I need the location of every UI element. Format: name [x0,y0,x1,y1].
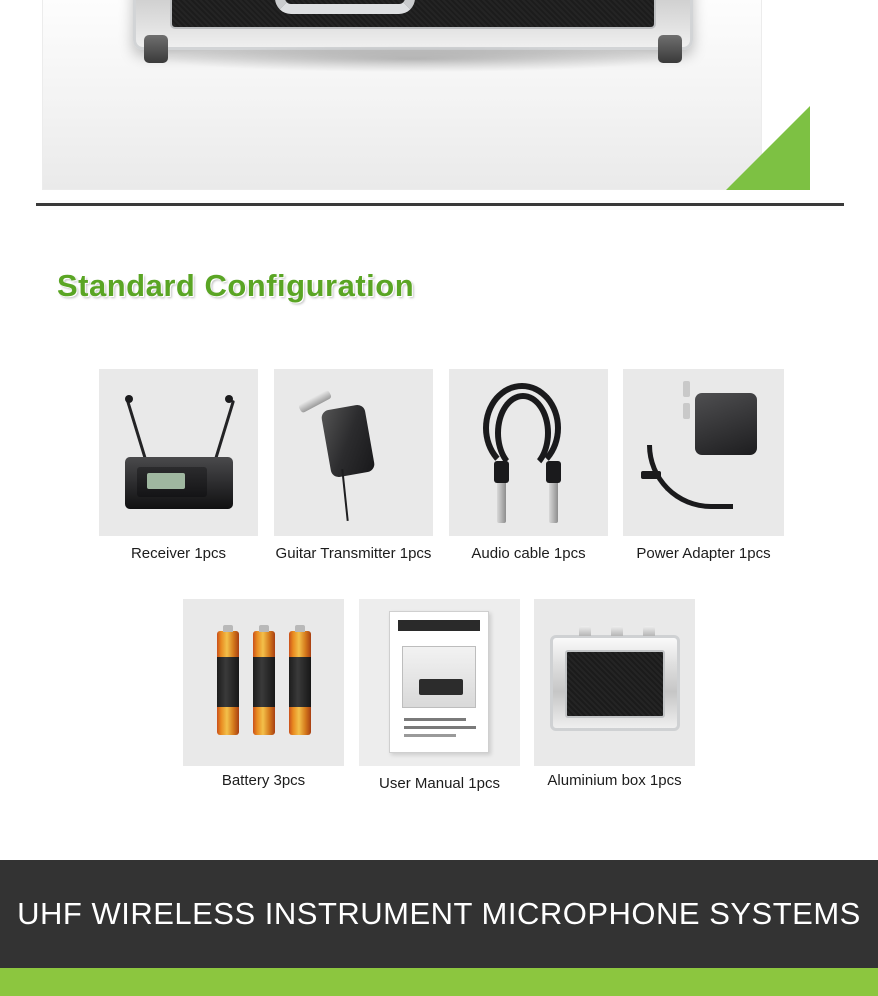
product-item-receiver [99,369,258,562]
case-handle [275,0,415,14]
product-caption: Battery 3pcs [221,772,306,789]
transmitter-body [320,404,375,479]
box-latch-3 [643,626,655,636]
manual-cover-page [389,611,489,753]
power-adapter-thumbnail [623,369,784,536]
antenna-left-icon [126,400,147,460]
product-item-battery [183,599,344,789]
cable-plug-right-cap [546,461,561,483]
antenna-right-tip-icon [225,395,233,403]
banner-headline: UHF WIRELESS INSTRUMENT MICROPHONE SYSTEMS [17,896,861,931]
box-latch-1 [579,626,591,636]
hero-image-area [36,0,844,190]
antenna-left-tip-icon [125,395,133,403]
bottom-banner [0,860,878,968]
green-corner-accent [726,106,810,190]
battery-cell-1-icon [217,631,239,735]
section-title: Standard Configuration [57,268,415,303]
product-caption: Power Adapter 1pcs [636,545,771,562]
receiver-thumbnail [99,369,258,536]
adapter-prong-bottom [683,403,690,419]
box-front-panel [565,650,665,718]
user-manual-thumbnail [359,599,520,766]
case-body [133,0,693,50]
product-item-audio-cable [449,369,608,562]
battery-cell-2-icon [253,631,275,735]
antenna-right-icon [214,400,235,460]
battery-label-2 [253,657,275,707]
product-item-user-manual [359,599,520,792]
product-caption: Guitar Transmitter 1pcs [275,545,432,562]
product-item-aluminium-box [534,599,695,789]
bottom-green-strip [0,968,878,996]
manual-text-line-1 [404,718,466,721]
case-shadow [163,46,663,72]
cable-plug-left-cap [494,461,509,483]
manual-text-line-2 [404,726,476,729]
product-caption: Receiver 1pcs [130,545,227,562]
product-item-guitar-transmitter [274,369,433,562]
product-caption: User Manual 1pcs [379,775,500,792]
receiver-lcd-screen [147,473,185,489]
product-grid-row-2 [0,599,878,799]
product-item-power-adapter [623,369,784,562]
guitar-transmitter-thumbnail [274,369,433,536]
manual-cover-illustration [402,646,476,708]
product-grid-row-1 [0,369,878,569]
battery-label-1 [217,657,239,707]
battery-cell-3-icon [289,631,311,735]
product-caption: Aluminium box 1pcs [547,772,682,789]
hero-divider-rule [36,203,844,206]
box-latch-2 [611,626,623,636]
aluminium-box-body [550,635,680,731]
battery-thumbnail [183,599,344,766]
aluminium-box-thumbnail [534,599,695,766]
adapter-prong-top [683,381,690,397]
audio-cable-thumbnail [449,369,608,536]
battery-label-3 [289,657,311,707]
manual-header-bar [398,620,480,631]
product-caption: Audio cable 1pcs [471,545,586,562]
manual-text-line-3 [404,734,456,737]
transmitter-antenna-icon [341,469,348,521]
adapter-dc-tip [641,471,661,479]
aluminium-case-photo [42,0,762,190]
